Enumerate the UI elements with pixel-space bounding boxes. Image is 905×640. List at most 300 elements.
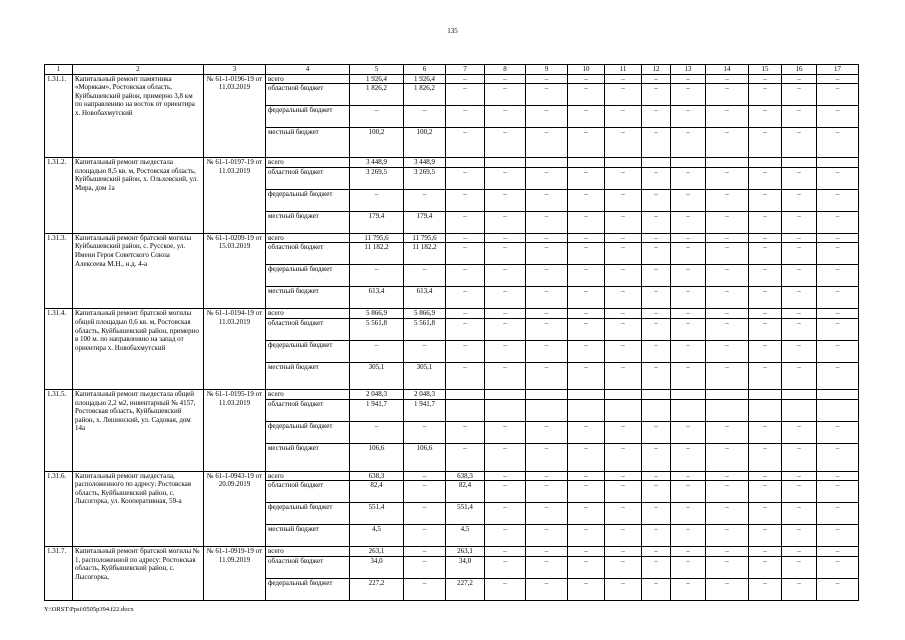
- amount-cell: 305,1: [350, 362, 404, 389]
- amount-cell: –: [706, 471, 749, 481]
- amount-cell: –: [404, 578, 446, 600]
- amount-cell: 1 941,7: [404, 399, 446, 421]
- amount-cell: –: [568, 233, 605, 243]
- amount-cell: 551,4: [350, 503, 404, 525]
- funding-source: всего: [266, 233, 350, 243]
- amount-cell: –: [605, 443, 642, 471]
- amount-cell: –: [568, 106, 605, 128]
- amount-cell: –: [817, 167, 859, 189]
- file-path-footer: Y:\ORST\Ppsi\0505p394.f22.docx: [44, 606, 134, 613]
- amount-cell: –: [446, 309, 485, 319]
- funding-source: местный бюджет: [266, 287, 350, 309]
- amount-cell: –: [817, 128, 859, 158]
- amount-cell: –: [706, 421, 749, 443]
- amount-cell: [568, 158, 605, 168]
- amount-cell: –: [817, 556, 859, 578]
- amount-cell: –: [749, 309, 782, 319]
- funding-source: областной бюджет: [266, 556, 350, 578]
- amount-cell: –: [526, 362, 568, 389]
- amount-cell: –: [568, 525, 605, 547]
- amount-cell: –: [671, 556, 706, 578]
- amount-cell: –: [446, 74, 485, 84]
- amount-cell: [671, 389, 706, 399]
- amount-cell: –: [671, 84, 706, 106]
- column-number: 8: [485, 65, 526, 75]
- amount-cell: –: [605, 233, 642, 243]
- amount-cell: –: [568, 340, 605, 362]
- amount-cell: 106,6: [350, 443, 404, 471]
- amount-cell: –: [485, 443, 526, 471]
- amount-cell: –: [526, 189, 568, 211]
- entry-document: № 61-1-0195-19 от 11.03.2019: [204, 389, 266, 471]
- amount-cell: 638,3: [446, 471, 485, 481]
- amount-cell: –: [642, 503, 671, 525]
- amount-cell: –: [568, 211, 605, 233]
- amount-cell: –: [446, 318, 485, 340]
- amount-cell: –: [605, 578, 642, 600]
- amount-cell: 106,6: [404, 443, 446, 471]
- amount-cell: –: [782, 265, 817, 287]
- amount-cell: –: [526, 547, 568, 557]
- amount-cell: –: [526, 74, 568, 84]
- amount-cell: 100,2: [404, 128, 446, 158]
- amount-cell: 5 866,9: [404, 309, 446, 319]
- funding-source: федеральный бюджет: [266, 265, 350, 287]
- amount-cell: [485, 399, 526, 421]
- amount-cell: 11 182,2: [404, 243, 446, 265]
- table-row: [45, 547, 859, 557]
- amount-cell: [526, 158, 568, 168]
- amount-cell: –: [782, 309, 817, 319]
- amount-cell: [817, 389, 859, 399]
- amount-cell: –: [671, 74, 706, 84]
- budget-table: [44, 64, 859, 601]
- amount-cell: –: [446, 84, 485, 106]
- amount-cell: –: [749, 578, 782, 600]
- amount-cell: 263,1: [350, 547, 404, 557]
- amount-cell: [485, 389, 526, 399]
- funding-source: местный бюджет: [266, 211, 350, 233]
- amount-cell: –: [446, 265, 485, 287]
- amount-cell: –: [404, 547, 446, 557]
- amount-cell: –: [446, 233, 485, 243]
- entry-name: Капитальный ремонт памятника «Морякам», Ростовская область, Куйбышевский район, примерно 3,8 км по направлению на восток от ориентира х. Новобахмутский: [73, 74, 204, 158]
- amount-cell: –: [605, 340, 642, 362]
- amount-cell: 5 561,8: [350, 318, 404, 340]
- amount-cell: –: [817, 547, 859, 557]
- column-number: 14: [706, 65, 749, 75]
- amount-cell: –: [485, 243, 526, 265]
- amount-cell: –: [446, 189, 485, 211]
- amount-cell: 2 048,3: [404, 389, 446, 399]
- amount-cell: –: [568, 421, 605, 443]
- amount-cell: –: [817, 189, 859, 211]
- amount-cell: –: [526, 287, 568, 309]
- amount-cell: –: [350, 265, 404, 287]
- table-row: [45, 309, 859, 319]
- amount-cell: 227,2: [446, 578, 485, 600]
- amount-cell: –: [782, 481, 817, 503]
- amount-cell: –: [706, 106, 749, 128]
- amount-cell: –: [485, 362, 526, 389]
- column-number-row: [45, 65, 859, 75]
- amount-cell: –: [642, 233, 671, 243]
- amount-cell: [782, 399, 817, 421]
- amount-cell: –: [671, 128, 706, 158]
- amount-cell: –: [671, 233, 706, 243]
- amount-cell: –: [605, 167, 642, 189]
- amount-cell: –: [817, 211, 859, 233]
- amount-cell: –: [706, 167, 749, 189]
- amount-cell: –: [446, 106, 485, 128]
- amount-cell: 34,0: [350, 556, 404, 578]
- amount-cell: –: [526, 443, 568, 471]
- amount-cell: –: [642, 578, 671, 600]
- amount-cell: 551,4: [446, 503, 485, 525]
- amount-cell: –: [485, 167, 526, 189]
- amount-cell: –: [817, 503, 859, 525]
- amount-cell: 11 182,2: [350, 243, 404, 265]
- amount-cell: –: [605, 503, 642, 525]
- amount-cell: –: [817, 481, 859, 503]
- amount-cell: 305,1: [404, 362, 446, 389]
- amount-cell: [817, 158, 859, 168]
- entry-code: 1.31.3.: [45, 233, 73, 309]
- funding-source: областной бюджет: [266, 167, 350, 189]
- amount-cell: 1 926,4: [350, 74, 404, 84]
- amount-cell: –: [446, 340, 485, 362]
- amount-cell: –: [749, 421, 782, 443]
- column-number: 12: [642, 65, 671, 75]
- amount-cell: –: [350, 421, 404, 443]
- amount-cell: –: [749, 318, 782, 340]
- amount-cell: 263,1: [446, 547, 485, 557]
- amount-cell: –: [404, 503, 446, 525]
- amount-cell: –: [605, 189, 642, 211]
- amount-cell: –: [526, 84, 568, 106]
- amount-cell: –: [642, 525, 671, 547]
- amount-cell: –: [485, 233, 526, 243]
- amount-cell: –: [642, 421, 671, 443]
- amount-cell: –: [568, 265, 605, 287]
- amount-cell: –: [671, 362, 706, 389]
- amount-cell: –: [671, 189, 706, 211]
- amount-cell: –: [706, 189, 749, 211]
- amount-cell: –: [526, 525, 568, 547]
- amount-cell: –: [706, 265, 749, 287]
- amount-cell: –: [706, 556, 749, 578]
- amount-cell: [749, 399, 782, 421]
- amount-cell: –: [817, 578, 859, 600]
- amount-cell: –: [605, 211, 642, 233]
- amount-cell: –: [605, 362, 642, 389]
- column-number: 15: [749, 65, 782, 75]
- entry-document: № 61-1-0919-19 от 11.09.2019: [204, 547, 266, 601]
- amount-cell: –: [526, 243, 568, 265]
- amount-cell: –: [642, 265, 671, 287]
- amount-cell: –: [446, 287, 485, 309]
- amount-cell: –: [404, 556, 446, 578]
- amount-cell: 11 795,6: [404, 233, 446, 243]
- entry-name: Капитальный ремонт братской могилы Куйбышевский район, с. Русское, ул. Имени Героя Советского Союза Алексеева М.Н., н.д. 4-а: [73, 233, 204, 309]
- amount-cell: –: [642, 106, 671, 128]
- amount-cell: –: [817, 243, 859, 265]
- amount-cell: –: [817, 309, 859, 319]
- amount-cell: –: [526, 421, 568, 443]
- amount-cell: –: [485, 265, 526, 287]
- amount-cell: –: [706, 481, 749, 503]
- amount-cell: 11 795,6: [350, 233, 404, 243]
- amount-cell: –: [605, 84, 642, 106]
- amount-cell: –: [749, 167, 782, 189]
- amount-cell: –: [782, 106, 817, 128]
- amount-cell: –: [749, 362, 782, 389]
- amount-cell: –: [642, 287, 671, 309]
- funding-source: местный бюджет: [266, 362, 350, 389]
- amount-cell: –: [568, 318, 605, 340]
- entry-name: Капитальный ремонт пьедестала общей площадью 2,2 м2, инвентарный № 4157, Ростовская область, Куйбышевский район, х. Лешинский, ул. Садовая, дом 14а: [73, 389, 204, 471]
- entry-code: 1.31.5.: [45, 389, 73, 471]
- entry-name: Капитальный ремонт братской могилы № 1, расположенной по адресу: Ростовская область, Куйбышевский район, с. Лысогорка,: [73, 547, 204, 601]
- amount-cell: –: [749, 74, 782, 84]
- amount-cell: –: [782, 362, 817, 389]
- amount-cell: –: [749, 189, 782, 211]
- amount-cell: –: [605, 74, 642, 84]
- amount-cell: [671, 158, 706, 168]
- amount-cell: –: [642, 362, 671, 389]
- amount-cell: –: [605, 471, 642, 481]
- amount-cell: –: [568, 287, 605, 309]
- amount-cell: –: [526, 318, 568, 340]
- amount-cell: –: [706, 287, 749, 309]
- amount-cell: –: [782, 421, 817, 443]
- amount-cell: –: [642, 243, 671, 265]
- amount-cell: 82,4: [446, 481, 485, 503]
- funding-source: областной бюджет: [266, 243, 350, 265]
- funding-source: федеральный бюджет: [266, 503, 350, 525]
- entry-name: Капитальный ремонт братской могилы общей площадью 0,6 кв. м, Ростовская область, Куйбышевский район, примерно в 100 м. по направлению на запад от ориентира х. Новобахмутский: [73, 309, 204, 390]
- amount-cell: –: [706, 318, 749, 340]
- amount-cell: –: [817, 318, 859, 340]
- amount-cell: –: [485, 503, 526, 525]
- column-number: 10: [568, 65, 605, 75]
- amount-cell: –: [568, 167, 605, 189]
- amount-cell: –: [706, 128, 749, 158]
- amount-cell: –: [485, 547, 526, 557]
- amount-cell: –: [642, 84, 671, 106]
- amount-cell: –: [350, 340, 404, 362]
- amount-cell: –: [568, 556, 605, 578]
- amount-cell: [749, 389, 782, 399]
- amount-cell: –: [817, 265, 859, 287]
- amount-cell: –: [749, 340, 782, 362]
- amount-cell: –: [706, 309, 749, 319]
- amount-cell: –: [642, 318, 671, 340]
- amount-cell: –: [485, 340, 526, 362]
- amount-cell: –: [706, 84, 749, 106]
- amount-cell: –: [485, 578, 526, 600]
- amount-cell: –: [485, 128, 526, 158]
- table-body: [45, 65, 859, 601]
- amount-cell: –: [605, 556, 642, 578]
- entry-document: № 61-1-0943-19 от 20.09.2019: [204, 471, 266, 547]
- amount-cell: [446, 389, 485, 399]
- funding-source: областной бюджет: [266, 399, 350, 421]
- column-number: 7: [446, 65, 485, 75]
- amount-cell: –: [749, 525, 782, 547]
- amount-cell: –: [526, 471, 568, 481]
- amount-cell: –: [568, 84, 605, 106]
- amount-cell: –: [671, 167, 706, 189]
- amount-cell: –: [782, 318, 817, 340]
- amount-cell: –: [446, 211, 485, 233]
- amount-cell: –: [782, 243, 817, 265]
- amount-cell: 1 826,2: [404, 84, 446, 106]
- entry-code: 1.31.1.: [45, 74, 73, 158]
- amount-cell: –: [671, 525, 706, 547]
- amount-cell: –: [568, 443, 605, 471]
- amount-cell: 227,2: [350, 578, 404, 600]
- amount-cell: [605, 389, 642, 399]
- amount-cell: –: [749, 471, 782, 481]
- column-number: 4: [266, 65, 350, 75]
- amount-cell: –: [749, 106, 782, 128]
- column-number: 5: [350, 65, 404, 75]
- amount-cell: –: [446, 362, 485, 389]
- amount-cell: –: [485, 556, 526, 578]
- amount-cell: –: [782, 128, 817, 158]
- amount-cell: [526, 399, 568, 421]
- amount-cell: –: [568, 471, 605, 481]
- amount-cell: –: [671, 547, 706, 557]
- amount-cell: –: [749, 481, 782, 503]
- funding-source: федеральный бюджет: [266, 578, 350, 600]
- column-number: 16: [782, 65, 817, 75]
- amount-cell: 613,4: [404, 287, 446, 309]
- amount-cell: –: [671, 243, 706, 265]
- amount-cell: –: [642, 556, 671, 578]
- amount-cell: –: [526, 106, 568, 128]
- amount-cell: –: [782, 547, 817, 557]
- amount-cell: –: [817, 340, 859, 362]
- amount-cell: –: [749, 84, 782, 106]
- column-number: 2: [73, 65, 204, 75]
- column-number: 9: [526, 65, 568, 75]
- amount-cell: –: [642, 309, 671, 319]
- entry-name: Капитальный ремонт пьедестала, расположенного по адресу: Ростовская область, Куйбышевский район, с. Лысогорка, ул. Кооперативная, 59-а: [73, 471, 204, 547]
- amount-cell: –: [782, 443, 817, 471]
- amount-cell: –: [817, 84, 859, 106]
- amount-cell: –: [446, 167, 485, 189]
- amount-cell: 4,5: [350, 525, 404, 547]
- amount-cell: –: [568, 503, 605, 525]
- funding-source: всего: [266, 547, 350, 557]
- amount-cell: –: [568, 74, 605, 84]
- amount-cell: –: [706, 211, 749, 233]
- amount-cell: –: [605, 547, 642, 557]
- entry-document: № 61-1-0209-19 от 15.03.2019: [204, 233, 266, 309]
- amount-cell: –: [526, 556, 568, 578]
- amount-cell: –: [605, 309, 642, 319]
- amount-cell: –: [642, 128, 671, 158]
- amount-cell: –: [749, 243, 782, 265]
- amount-cell: –: [350, 189, 404, 211]
- amount-cell: –: [404, 189, 446, 211]
- entry-code: 1.31.2.: [45, 158, 73, 234]
- entry-code: 1.31.6.: [45, 471, 73, 547]
- entry-document: № 61-1-0194-19 от 11.03.2019: [204, 309, 266, 390]
- amount-cell: –: [485, 309, 526, 319]
- amount-cell: –: [749, 128, 782, 158]
- entry-code: 1.31.4.: [45, 309, 73, 390]
- amount-cell: –: [404, 421, 446, 443]
- amount-cell: –: [404, 265, 446, 287]
- amount-cell: –: [817, 362, 859, 389]
- amount-cell: [605, 158, 642, 168]
- amount-cell: –: [568, 547, 605, 557]
- amount-cell: –: [782, 167, 817, 189]
- amount-cell: –: [605, 128, 642, 158]
- amount-cell: –: [485, 318, 526, 340]
- amount-cell: 1 826,2: [350, 84, 404, 106]
- amount-cell: [526, 389, 568, 399]
- amount-cell: –: [671, 287, 706, 309]
- amount-cell: –: [605, 421, 642, 443]
- table-row: [45, 471, 859, 481]
- amount-cell: –: [782, 556, 817, 578]
- amount-cell: –: [568, 578, 605, 600]
- amount-cell: –: [404, 106, 446, 128]
- funding-source: областной бюджет: [266, 84, 350, 106]
- entry-document: № 61-1-0196-19 от 11.03.2019: [204, 74, 266, 158]
- amount-cell: –: [485, 525, 526, 547]
- amount-cell: –: [526, 265, 568, 287]
- amount-cell: [749, 158, 782, 168]
- amount-cell: –: [749, 211, 782, 233]
- amount-cell: –: [642, 481, 671, 503]
- amount-cell: –: [605, 243, 642, 265]
- amount-cell: –: [485, 106, 526, 128]
- column-number: 6: [404, 65, 446, 75]
- amount-cell: 179,4: [404, 211, 446, 233]
- amount-cell: –: [782, 84, 817, 106]
- amount-cell: –: [526, 309, 568, 319]
- amount-cell: –: [671, 340, 706, 362]
- amount-cell: –: [485, 481, 526, 503]
- amount-cell: –: [404, 525, 446, 547]
- amount-cell: –: [671, 421, 706, 443]
- amount-cell: –: [642, 547, 671, 557]
- amount-cell: 5 866,9: [350, 309, 404, 319]
- amount-cell: –: [706, 340, 749, 362]
- funding-source: федеральный бюджет: [266, 106, 350, 128]
- amount-cell: –: [817, 287, 859, 309]
- amount-cell: 5 561,8: [404, 318, 446, 340]
- column-number: 1: [45, 65, 73, 75]
- funding-source: федеральный бюджет: [266, 421, 350, 443]
- amount-cell: –: [706, 443, 749, 471]
- amount-cell: 2 048,3: [350, 389, 404, 399]
- amount-cell: [671, 399, 706, 421]
- amount-cell: –: [605, 106, 642, 128]
- amount-cell: –: [706, 503, 749, 525]
- amount-cell: 638,3: [350, 471, 404, 481]
- amount-cell: –: [526, 340, 568, 362]
- amount-cell: –: [485, 287, 526, 309]
- amount-cell: 1 941,7: [350, 399, 404, 421]
- amount-cell: 82,4: [350, 481, 404, 503]
- column-number: 13: [671, 65, 706, 75]
